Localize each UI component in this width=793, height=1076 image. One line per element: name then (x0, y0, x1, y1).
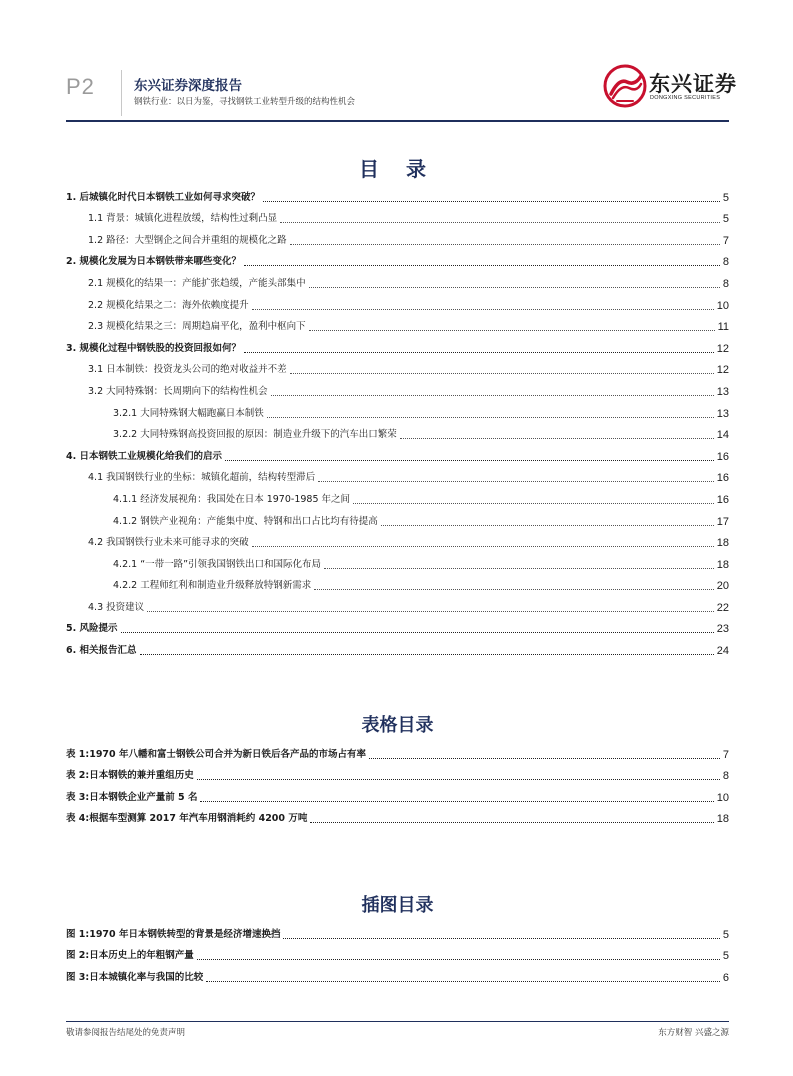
toc-leader-dots (310, 822, 713, 823)
toc-leader-dots (206, 981, 720, 982)
toc-entry[interactable] (66, 464, 729, 486)
toc-entry[interactable] (66, 783, 729, 805)
toc-leader-dots (290, 244, 720, 245)
toc-entry-label: 表 3:日本钢铁企业产量前 5 名 (66, 791, 198, 803)
toc-leader-dots (244, 352, 714, 353)
company-logo (603, 64, 737, 110)
toc-entry[interactable] (66, 485, 729, 507)
toc-leader-dots (318, 481, 714, 482)
toc-entry-page: 12 (716, 364, 729, 377)
toc-entry-label: 4. 日本钢铁工业规模化给我们的启示 (66, 450, 223, 462)
toc-leader-dots (244, 265, 720, 266)
toc-entry-label: 4.1 我国钢铁行业的坐标：城镇化超前，结构转型滞后 (88, 472, 316, 484)
toc-entry[interactable] (66, 377, 729, 399)
toc-entry[interactable] (66, 550, 729, 572)
toc-entry[interactable] (66, 507, 729, 529)
toc-entry-label: 4.1.1 经济发展视角：我国处在日本 1970-1985 年之间 (113, 493, 351, 505)
toc-entry-page: 6 (722, 971, 729, 984)
logo-subtext: DONGXING SECURITIES (650, 95, 721, 101)
toc-entry-page: 5 (722, 928, 729, 941)
toc-entry-page: 16 (716, 472, 729, 485)
toc-entry[interactable] (66, 963, 729, 985)
footer-slogan: 东方财智 兴盛之源 (658, 1028, 729, 1038)
toc-entry[interactable] (66, 529, 729, 551)
toc-entry-label: 图 3:日本城镇化率与我国的比较 (66, 971, 204, 983)
toc-entry-label: 3.1 日本制铁：投资龙头公司的绝对收益并不差 (88, 364, 287, 376)
toc-leader-dots (225, 460, 714, 461)
toc-entry[interactable] (66, 615, 729, 637)
toc-entry-label: 6. 相关报告汇总 (66, 645, 137, 657)
toc-leader-dots (140, 654, 714, 655)
toc-leader-dots (290, 373, 714, 374)
toc-entry-label: 2. 规模化发展为日本钢铁带来哪些变化？ (66, 256, 242, 268)
toc-entry-label: 4.2.2 工程师红利和制造业升级释放特钢新需求 (113, 580, 312, 592)
toc-entry[interactable] (66, 572, 729, 594)
toc-entry-page: 5 (722, 191, 729, 204)
toc-entry[interactable] (66, 334, 729, 356)
toc-leader-dots (314, 589, 714, 590)
toc-entry-label: 3.2.2 大同特殊钢高投资回报的原因：制造业升级下的汽车出口繁荣 (113, 429, 397, 441)
toc-entry-page: 13 (716, 407, 729, 420)
toc-leader-dots (252, 309, 714, 310)
toc-entry-label: 3.2.1 大同特殊钢大幅跑赢日本制铁 (113, 407, 264, 419)
toc-entry-label: 5. 风险提示 (66, 623, 118, 635)
toc-leader-dots (197, 779, 720, 780)
toc-entry-page: 8 (722, 277, 729, 290)
figures-toc-title: 插图目录 (361, 895, 434, 916)
toc-entry-label: 表 2:日本钢铁的兼并重组历史 (66, 770, 194, 782)
tables-toc-title: 表格目录 (361, 715, 434, 736)
toc-entry-page: 14 (716, 429, 729, 442)
toc-entry[interactable] (66, 248, 729, 270)
toc-leader-dots (121, 632, 714, 633)
toc-leader-dots (271, 395, 714, 396)
toc-entry[interactable] (66, 356, 729, 378)
toc-entry-page: 8 (722, 256, 729, 269)
tables-toc-list (66, 740, 729, 826)
toc-entry-label: 2.2 规模化结果之二：海外依赖度提升 (88, 299, 249, 311)
toc-entry-label: 4.3 投资建议 (88, 601, 145, 613)
toc-entry-page: 18 (716, 537, 729, 550)
toc-entry-label: 4.2.1 “一带一路”引领我国钢铁出口和国际化布局 (113, 558, 322, 570)
toc-entry[interactable] (66, 636, 729, 658)
toc-entry-page: 5 (722, 950, 729, 963)
toc-entry-page: 12 (716, 342, 729, 355)
toc-entry-page: 7 (722, 748, 729, 761)
toc-leader-dots (252, 546, 714, 547)
toc-leader-dots (353, 503, 714, 504)
toc-entry[interactable] (66, 942, 729, 964)
toc-leader-dots (280, 222, 720, 223)
toc-entry-label: 4.1.2 钢铁产业视角：产能集中度、特钢和出口占比均有待提高 (113, 515, 378, 527)
toc-entry-label: 1.2 路径：大型钢企之间合并重组的规模化之路 (88, 234, 287, 246)
toc-entry-page: 16 (716, 450, 729, 463)
toc-entry-label: 2.1 规模化的结果一：产能扩张趋缓，产能头部集中 (88, 277, 306, 289)
toc-title: 目 录 (359, 157, 436, 181)
toc-entry[interactable] (66, 740, 729, 762)
toc-entry[interactable] (66, 399, 729, 421)
toc-entry-label: 表 4:根据车型测算 2017 年汽车用钢消耗约 4200 万吨 (66, 813, 308, 825)
toc-entry-page: 7 (722, 234, 729, 247)
toc-entry-page: 13 (716, 385, 729, 398)
toc-leader-dots (400, 438, 714, 439)
toc-entry-label: 1. 后城镇化时代日本钢铁工业如何寻求突破？ (66, 191, 261, 203)
toc-entry[interactable] (66, 269, 729, 291)
toc-leader-dots (200, 801, 713, 802)
toc-entry-page: 23 (716, 623, 729, 636)
toc-entry-page: 8 (722, 770, 729, 783)
toc-entry-label: 2.3 规模化结果之三：周期趋扁平化，盈利中枢向下 (88, 321, 306, 333)
toc-entry-page: 10 (716, 791, 729, 804)
toc-leader-dots (263, 201, 720, 202)
footer-rule (66, 1021, 729, 1022)
toc-entry[interactable] (66, 226, 729, 248)
toc-leader-dots (369, 758, 720, 759)
header-divider (121, 70, 122, 116)
dongxing-logo-icon (603, 64, 647, 108)
figures-toc-list (66, 920, 729, 985)
toc-entry-label: 4.2 我国钢铁行业未来可能寻求的突破 (88, 537, 249, 549)
toc-leader-dots (309, 287, 720, 288)
toc-entry-page: 5 (722, 213, 729, 226)
toc-entry[interactable] (66, 183, 729, 205)
toc-leader-dots (267, 417, 714, 418)
toc-leader-dots (324, 568, 714, 569)
toc-leader-dots (309, 330, 715, 331)
toc-entry[interactable] (66, 920, 729, 942)
toc-entry-label: 3. 规模化过程中钢铁股的投资回报如何？ (66, 342, 242, 354)
toc-entry[interactable] (66, 421, 729, 443)
toc-leader-dots (283, 938, 719, 939)
toc-entry-label: 图 1:1970 年日本钢铁转型的背景是经济增速换挡 (66, 928, 281, 940)
toc-entry-page: 20 (716, 580, 729, 593)
toc-entry[interactable] (66, 805, 729, 827)
toc-leader-dots (147, 611, 714, 612)
toc-leader-dots (381, 525, 714, 526)
toc-entry[interactable] (66, 593, 729, 615)
toc-entry[interactable] (66, 205, 729, 227)
toc-entry-page: 17 (716, 515, 729, 528)
report-name: 东兴证券深度报告 (134, 78, 242, 94)
toc-entry-page: 16 (716, 493, 729, 506)
logo-text: 东兴证券 (649, 72, 737, 96)
toc-entry-page: 18 (716, 813, 729, 826)
toc-entry[interactable] (66, 313, 729, 335)
page-number: P2 (66, 74, 95, 99)
toc-entry-page: 10 (716, 299, 729, 312)
toc-entry[interactable] (66, 442, 729, 464)
toc-entry-page: 11 (717, 321, 729, 334)
footer-disclaimer: 敬请参阅报告结尾处的免责声明 (66, 1028, 186, 1038)
toc-entry[interactable] (66, 291, 729, 313)
toc-entry-label: 表 1:1970 年八幡和富士钢铁公司合并为新日铁后各产品的市场占有率 (66, 748, 366, 760)
toc-leader-dots (197, 959, 720, 960)
toc-entry-label: 1.1 背景：城镇化进程放缓，结构性过剩凸显 (88, 213, 278, 225)
toc-entry-label: 3.2 大同特殊钢：长周期向下的结构性机会 (88, 385, 268, 397)
toc-list (66, 183, 729, 658)
header-rule (66, 120, 729, 122)
toc-entry-page: 22 (716, 601, 729, 614)
toc-entry-label: 图 2:日本历史上的年粗钢产量 (66, 950, 194, 962)
toc-entry[interactable] (66, 762, 729, 784)
toc-entry-page: 24 (716, 645, 729, 658)
toc-entry-page: 18 (716, 558, 729, 571)
report-subtitle: 钢铁行业：以日为鉴，寻找钢铁工业转型升级的结构性机会 (134, 97, 356, 107)
